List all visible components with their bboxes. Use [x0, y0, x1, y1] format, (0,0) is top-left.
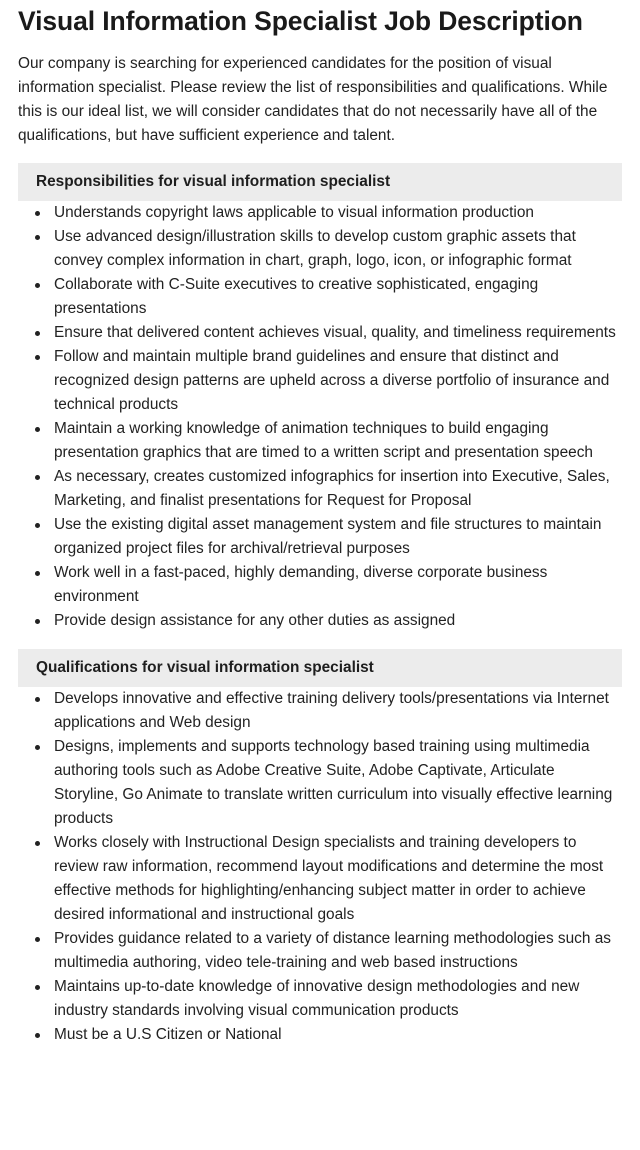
list-item: Designs, implements and supports technology based training using multimedia authoring tools such as Adobe Creative Suite, Adobe Captivate, Articulate Storyline, Go Animate to translate written curriculum into visually effective learning products — [18, 735, 622, 831]
qualifications-heading: Qualifications for visual information specialist — [18, 649, 622, 687]
list-item: Maintains up-to-date knowledge of innovative design methodologies and new industry standards involving visual communication products — [18, 975, 622, 1023]
list-item: Must be a U.S Citizen or National — [18, 1023, 622, 1047]
list-item: Collaborate with C-Suite executives to creative sophisticated, engaging presentations — [18, 273, 622, 321]
responsibilities-list — [18, 201, 622, 633]
list-item: Follow and maintain multiple brand guidelines and ensure that distinct and recognized design patterns are upheld across a diverse portfolio of insurance and technical products — [18, 345, 622, 417]
list-item: Works closely with Instructional Design specialists and training developers to review raw information, recommend layout modifications and determine the most effective methods for highlighting/enhancing subject matter in order to achieve desired informational and instructional goals — [18, 831, 622, 927]
qualifications-list — [18, 687, 622, 1047]
list-item: Develops innovative and effective training delivery tools/presentations via Internet applications and Web design — [18, 687, 622, 735]
list-item: Use advanced design/illustration skills to develop custom graphic assets that convey complex information in chart, graph, logo, icon, or infographic format — [18, 225, 622, 273]
list-item: Understands copyright laws applicable to visual information production — [18, 201, 622, 225]
page-title: Visual Information Specialist Job Description — [18, 6, 583, 36]
list-item: Work well in a fast-paced, highly demanding, diverse corporate business environment — [18, 561, 622, 609]
list-item: Ensure that delivered content achieves visual, quality, and timeliness requirements — [18, 321, 622, 345]
list-item: As necessary, creates customized infographics for insertion into Executive, Sales, Marketing, and finalist presentations for Request for Proposal — [18, 465, 622, 513]
responsibilities-heading: Responsibilities for visual information specialist — [18, 163, 622, 201]
list-item: Maintain a working knowledge of animation techniques to build engaging presentation graphics that are timed to a written script and presentation speech — [18, 417, 622, 465]
list-item: Provides guidance related to a variety of distance learning methodologies such as multimedia authoring, video tele-training and web based instructions — [18, 927, 622, 975]
intro-paragraph: Our company is searching for experienced candidates for the position of visual information specialist. Please review the list of responsibilities and qualifications. While this is our ideal list, we will consider candidates that do not necessarily have all of the qualifications, but have sufficient experience and talent. — [18, 55, 608, 144]
list-item: Use the existing digital asset management system and file structures to maintain organized project files for archival/retrieval purposes — [18, 513, 622, 561]
list-item: Provide design assistance for any other duties as assigned — [18, 609, 622, 633]
